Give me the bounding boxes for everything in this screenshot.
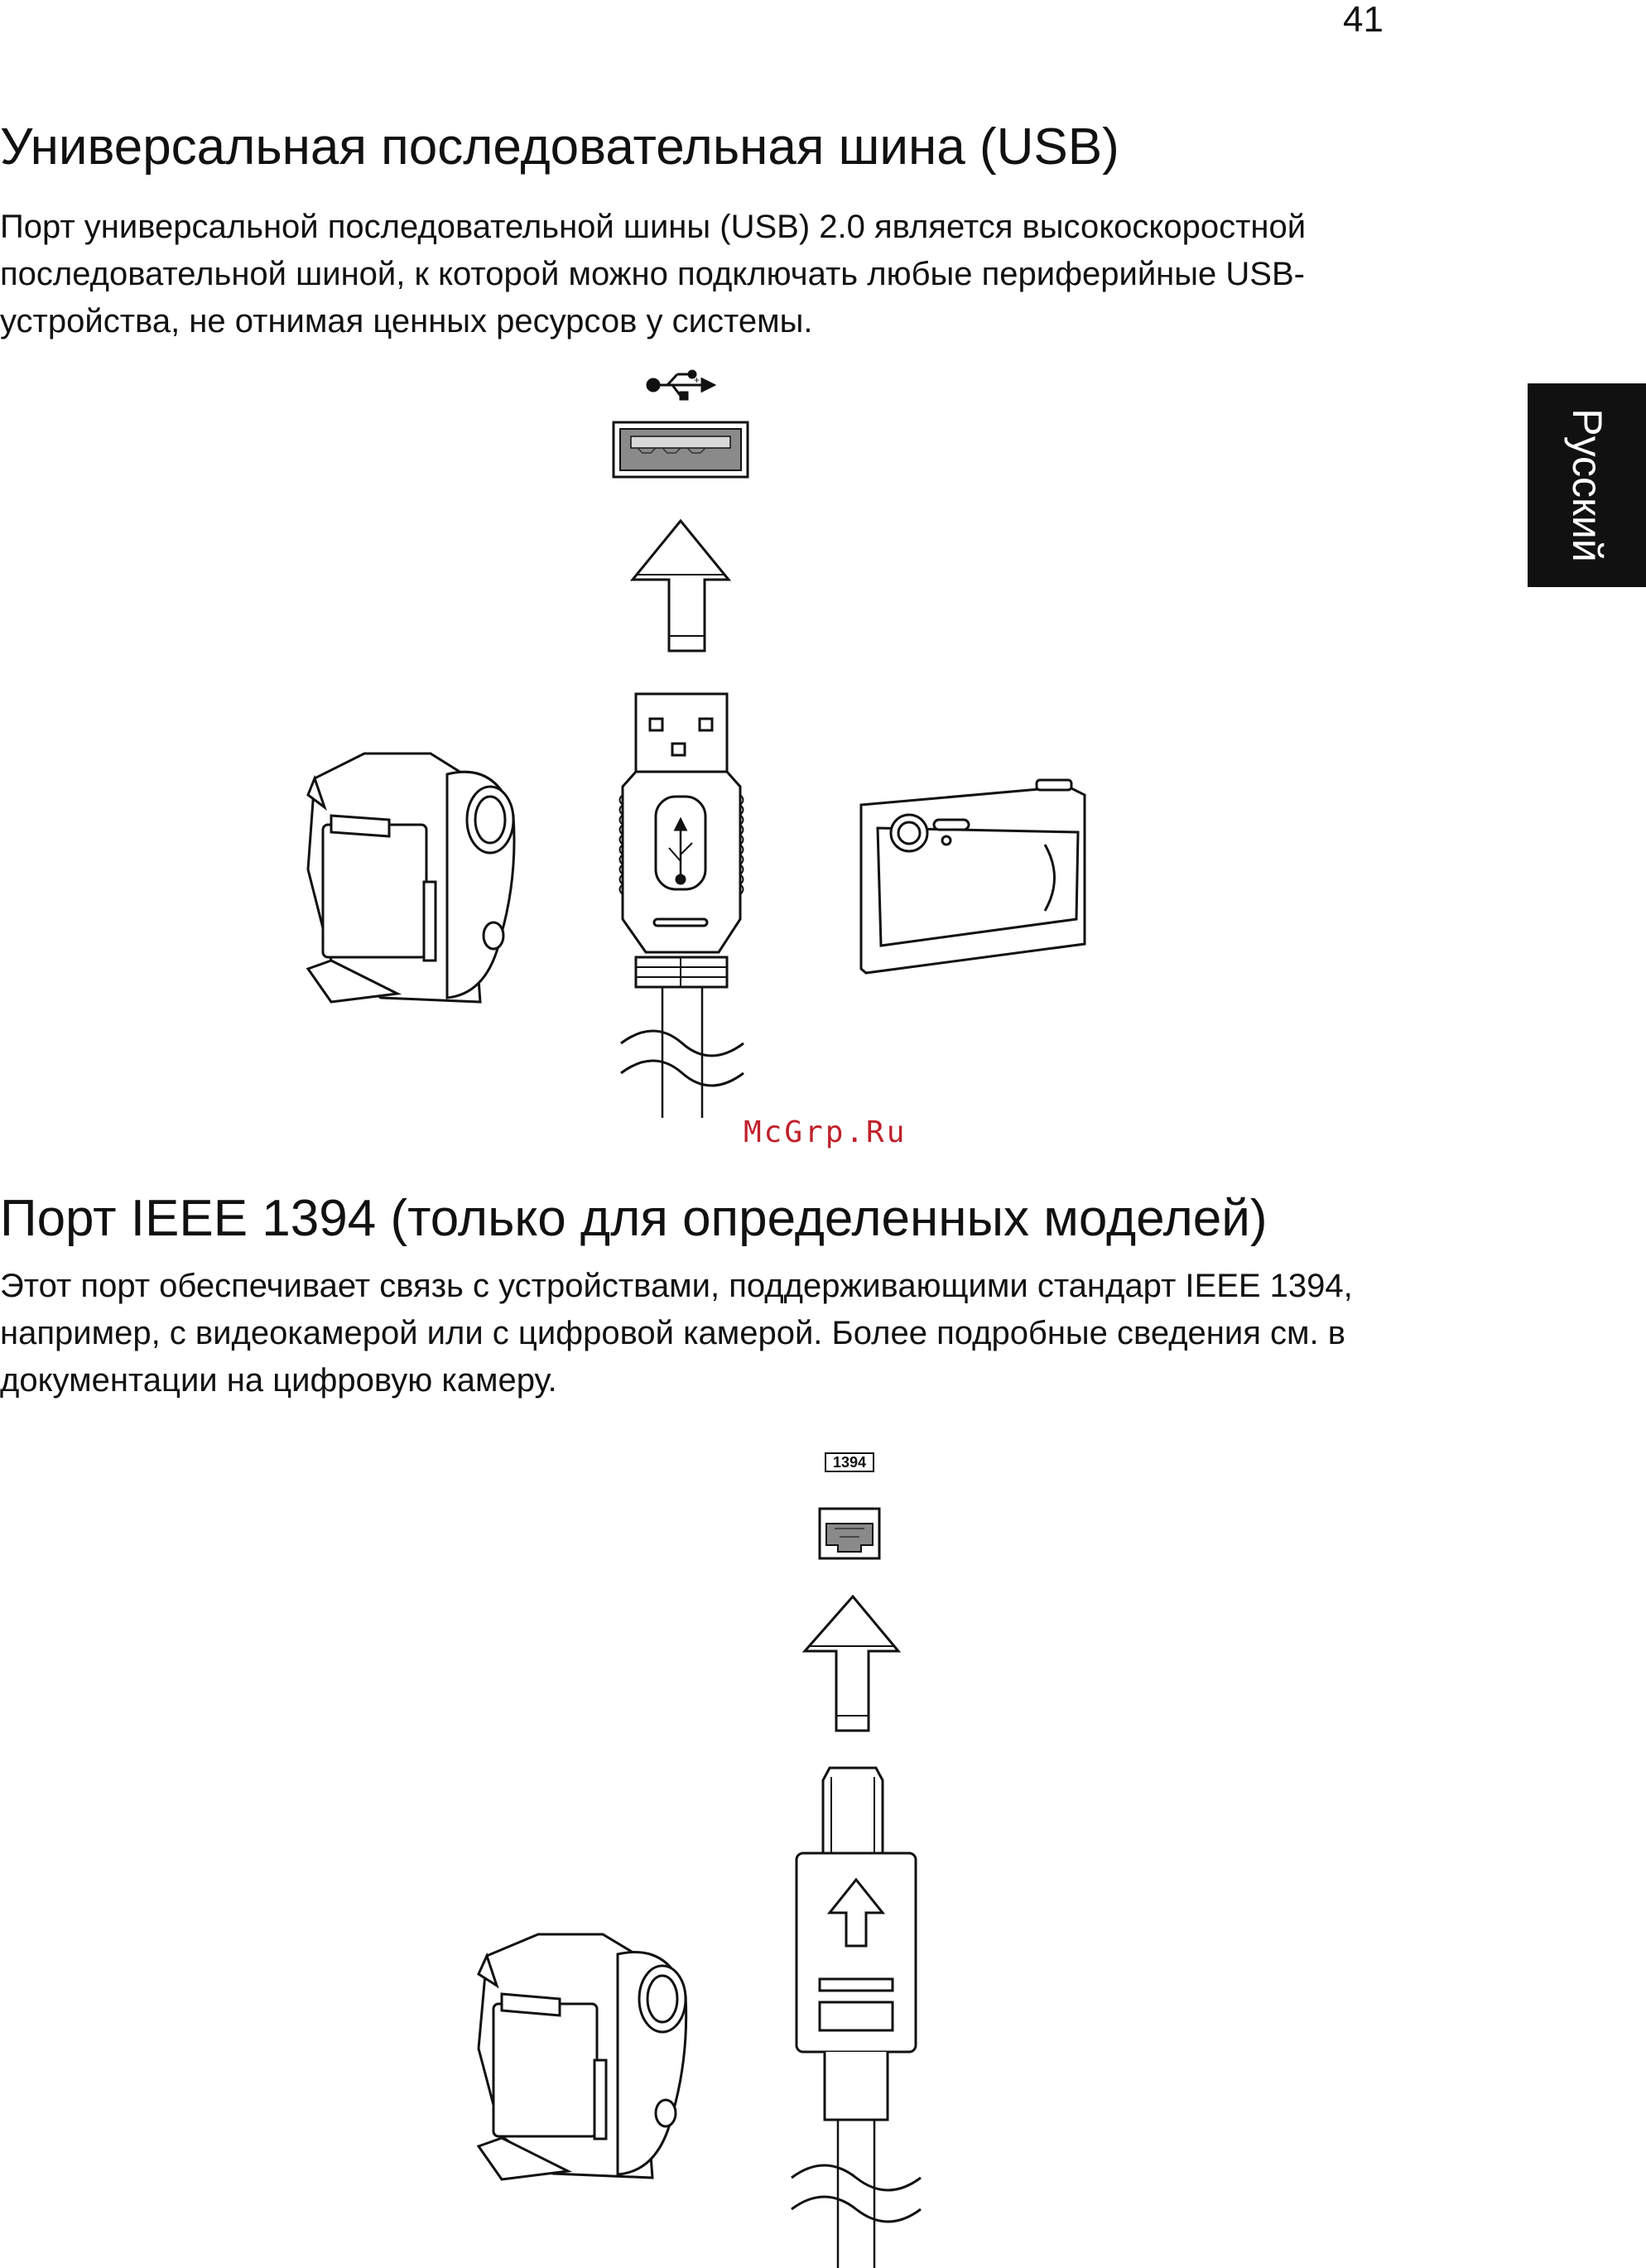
ieee1394-port-label: 1394 [825,1452,874,1472]
usb-section-paragraph: Порт универсальной последовательной шины (USB) 2.0 является высокоскоростной последовательной шиной, к которой можно подключать любые периферийные USB-устройства, не отнимая ценных ресурсов у системы. [0,209,1307,339]
ieee-section-paragraph: Этот порт обеспечивает связь с устройствами, поддерживающими стандарт IEEE 1394, например, с видеокамерой или с цифровой камерой. Более подробные сведения см. в документации на цифровую камеру. [0,1268,1353,1399]
watermark: McGrp.Ru [744,1115,907,1149]
arrow-up-icon [805,1596,898,1731]
usb-section-title: Универсальная последовательная шина (USB) [0,118,1119,176]
ieee-section-title: Порт IEEE 1394 (только для определенных моделей) [0,1190,1268,1247]
ieee1394-plug-icon [792,1768,921,2268]
camcorder-icon [479,1934,686,2179]
page-number: 41 [1343,0,1384,40]
ieee1394-port-icon [820,1509,879,1558]
language-tab-label: Русский [1563,408,1610,562]
svg-text:+: + [694,374,700,386]
